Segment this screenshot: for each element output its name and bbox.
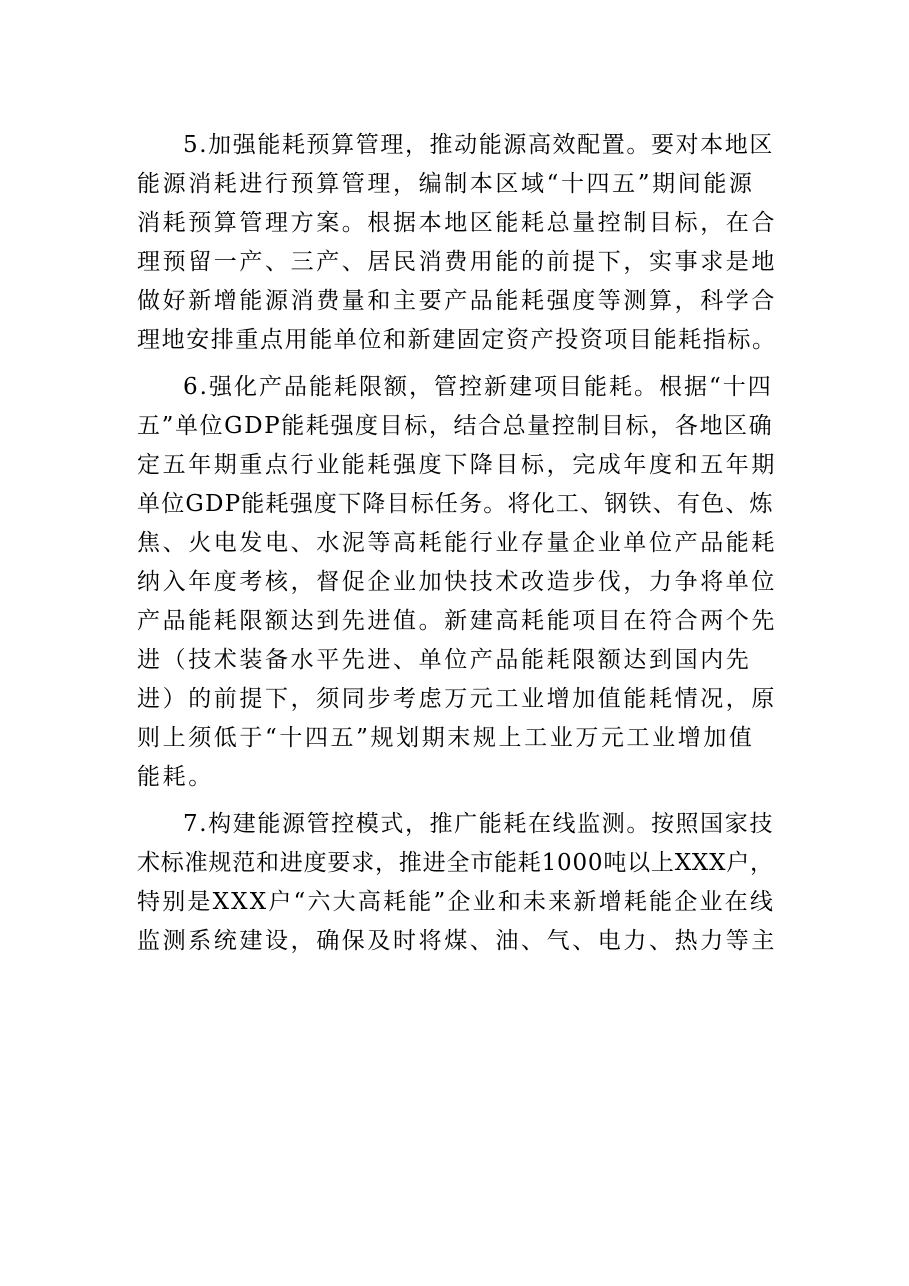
paragraph-line: 理地安排重点用能单位和新建固定资产投资项目能耗指标。: [137, 327, 777, 353]
paragraph-line: 做好新增能源消费量和主要产品能耗强度等测算，科学合: [137, 288, 777, 314]
paragraph-line: 7.构建能源管控模式，推广能耗在线监测。按照国家技: [183, 811, 774, 837]
paragraph-line: 焦、火电发电、水泥等高耗能行业存量企业单位产品能耗: [137, 530, 777, 556]
document-body: [137, 126, 777, 969]
paragraph-line: 进（技术装备水平先进、单位产品能耗限额达到国内先: [137, 647, 752, 673]
paragraph-energy-budget: [137, 126, 777, 360]
paragraph-line: 纳入年度考核，督促企业加快技术改造步伐，力争将单位: [137, 569, 777, 595]
paragraph-line: 定五年期重点行业能耗强度下降目标，完成年度和五年期: [137, 452, 777, 478]
paragraph-line: 5.加强能耗预算管理，推动能源高效配置。要对本地区: [183, 132, 774, 158]
paragraph-line: 理预留一产、三产、居民消费用能的前提下，实事求是地: [137, 249, 777, 275]
paragraph-line: 6.强化产品能耗限额，管控新建项目能耗。根据“十四: [183, 374, 773, 400]
paragraph-product-energy-quota: [137, 368, 777, 797]
paragraph-line: 进）的前提下，须同步考虑万元工业增加值能耗情况，原: [137, 686, 777, 712]
paragraph-line: 能源消耗进行预算管理，编制本区域“十四五”期间能源: [137, 171, 755, 197]
paragraph-line: 则上须低于“十四五”规划期末规上工业万元工业增加值: [137, 725, 755, 751]
paragraph-line: 能耗。: [137, 764, 214, 790]
paragraph-line: 术标准规范和进度要求，推进全市能耗1000吨以上XXX户，: [137, 850, 774, 876]
paragraph-energy-monitoring: [137, 805, 777, 961]
paragraph-line: 产品能耗限额达到先进值。新建高耗能项目在符合两个先: [137, 608, 777, 634]
paragraph-line: 单位GDP能耗强度下降目标任务。将化工、钢铁、有色、炼: [137, 491, 774, 517]
paragraph-line: 监测系统建设，确保及时将煤、油、气、电力、热力等主: [137, 928, 777, 954]
paragraph-line: 消耗预算管理方案。根据本地区能耗总量控制目标，在合: [137, 210, 777, 236]
paragraph-line: 特别是XXX户“六大高耗能”企业和未来新增耗能企业在线: [137, 889, 776, 915]
paragraph-line: 五”单位GDP能耗强度目标，结合总量控制目标，各地区确: [137, 413, 774, 439]
